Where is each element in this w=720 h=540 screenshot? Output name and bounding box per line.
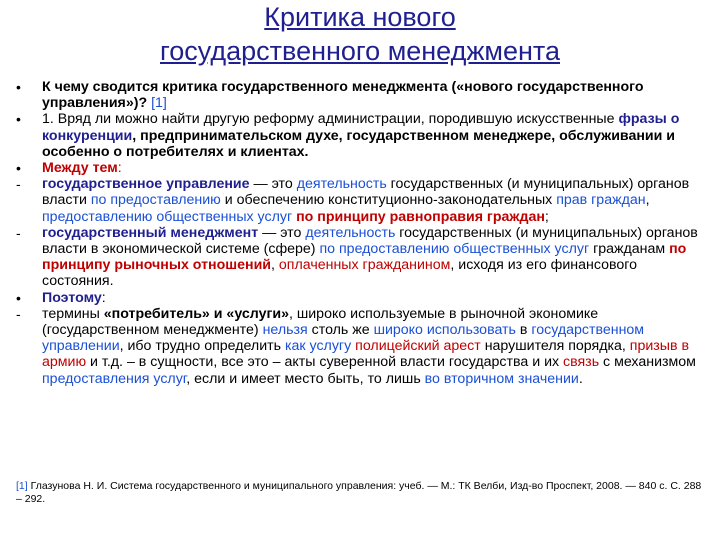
item-text: в bbox=[515, 322, 532, 339]
highlight-text: предоставления услуг bbox=[42, 370, 187, 387]
item-text: , исходя из его финансового состояния. bbox=[42, 257, 637, 290]
page-title bbox=[0, 0, 720, 68]
list-item bbox=[16, 290, 706, 306]
item-text: нарушителя порядка, bbox=[480, 338, 630, 355]
highlight-text: призыв в армию bbox=[42, 338, 690, 371]
highlight-text: деятельность bbox=[296, 176, 387, 193]
term-text: государственный менеджмент bbox=[42, 224, 259, 241]
bullet-marker: • bbox=[16, 111, 21, 128]
item-text: , предпринимательском духе, государственном менеджере, обслуживании и особенно о потребителях и клиентах. bbox=[42, 127, 676, 160]
list-item bbox=[16, 225, 706, 290]
highlight-text: по предоставлению общественных услуг bbox=[319, 241, 590, 258]
item-text: , bbox=[271, 257, 279, 274]
item-text: государственных (и муниципальных) органов власти в экономической системе (сфере) bbox=[42, 224, 698, 258]
highlight-text: как услугу bbox=[284, 338, 352, 355]
highlight-text: по предоставлению bbox=[90, 192, 221, 209]
emphasis-text: Поэтому bbox=[42, 289, 102, 306]
term-text: «потребитель» и «услуги» bbox=[103, 305, 289, 322]
title-line-2: государственного менеджмента bbox=[160, 36, 560, 66]
list-item bbox=[16, 160, 706, 176]
list-item bbox=[16, 306, 706, 387]
term-text: государственное управление bbox=[42, 176, 250, 193]
item-text: термины bbox=[42, 305, 104, 322]
item-text: , ибо трудно определить bbox=[119, 338, 285, 355]
list-item bbox=[16, 111, 706, 160]
highlight-text: во вторичном значении bbox=[424, 370, 579, 387]
item-text: и т.д. – в сущности, все это – акты суверенной власти государства и их bbox=[86, 354, 564, 371]
item-text: ; bbox=[544, 208, 549, 225]
bullet-marker: • bbox=[16, 79, 21, 95]
item-text: и обеспечению конституционно-законодательных bbox=[220, 192, 557, 209]
item-text: , bbox=[645, 192, 650, 209]
item-colon: : bbox=[117, 160, 122, 177]
bullet-marker: • bbox=[16, 160, 21, 177]
item-text: — это bbox=[249, 176, 297, 193]
footnote bbox=[16, 480, 706, 506]
highlight-text: связь bbox=[563, 354, 600, 371]
item-text: 1. Вряд ли можно найти другую реформу администрации, породившую искусственные bbox=[42, 111, 619, 128]
item-text: столь же bbox=[307, 322, 374, 339]
highlight-text: фразы о конкуренции bbox=[42, 111, 680, 144]
item-text: , если и имеет место быть, то лишь bbox=[186, 370, 425, 387]
item-text: гражданам bbox=[589, 241, 670, 258]
footnote-text: Глазунова Н. И. Система государственного и муниципального управления: учеб. — М.: ТК Велби, Изд-во Проспект, 2008. — 840 с. С. 288 – 292. bbox=[16, 480, 702, 505]
item-text: — это bbox=[258, 224, 306, 241]
emphasis-text: по принципу рыночных отношений bbox=[42, 241, 687, 274]
bullet-marker: • bbox=[16, 289, 21, 306]
item-text: с механизмом bbox=[599, 354, 696, 371]
item-text: . bbox=[578, 370, 583, 387]
question-text: К чему сводится критика государственного менеджмента («нового государственного управления»)? bbox=[42, 79, 644, 112]
dash-marker: - bbox=[16, 305, 21, 322]
highlight-text: широко использовать bbox=[373, 322, 516, 339]
list-item bbox=[16, 176, 706, 225]
highlight-text: оплаченных гражданином bbox=[278, 257, 451, 274]
item-colon: : bbox=[101, 289, 106, 306]
footnote-ref-link[interactable]: [1] bbox=[151, 95, 167, 112]
highlight-text: предоставлению общественных услуг bbox=[42, 208, 293, 225]
dash-marker: - bbox=[16, 224, 21, 241]
dash-marker: - bbox=[16, 176, 21, 193]
emphasis-text: Между тем bbox=[42, 160, 118, 177]
list-item bbox=[16, 79, 706, 111]
item-text: государственных (и муниципальных) органов власти bbox=[42, 176, 690, 209]
footnote-ref: [1] bbox=[16, 480, 28, 492]
highlight-text: прав граждан bbox=[556, 192, 646, 209]
highlight-text: государственном управлении bbox=[42, 322, 645, 355]
item-text: , широко используемые в рыночной экономике (государственном менеджменте) bbox=[42, 305, 599, 339]
emphasis-text: по принципу равноправия граждан bbox=[296, 208, 545, 225]
title-line-1: Критика нового bbox=[264, 2, 456, 32]
highlight-text: нельзя bbox=[262, 322, 308, 339]
highlight-text: деятельность bbox=[305, 224, 396, 241]
content-list bbox=[16, 79, 706, 387]
highlight-text: полицейский арест bbox=[355, 338, 481, 355]
